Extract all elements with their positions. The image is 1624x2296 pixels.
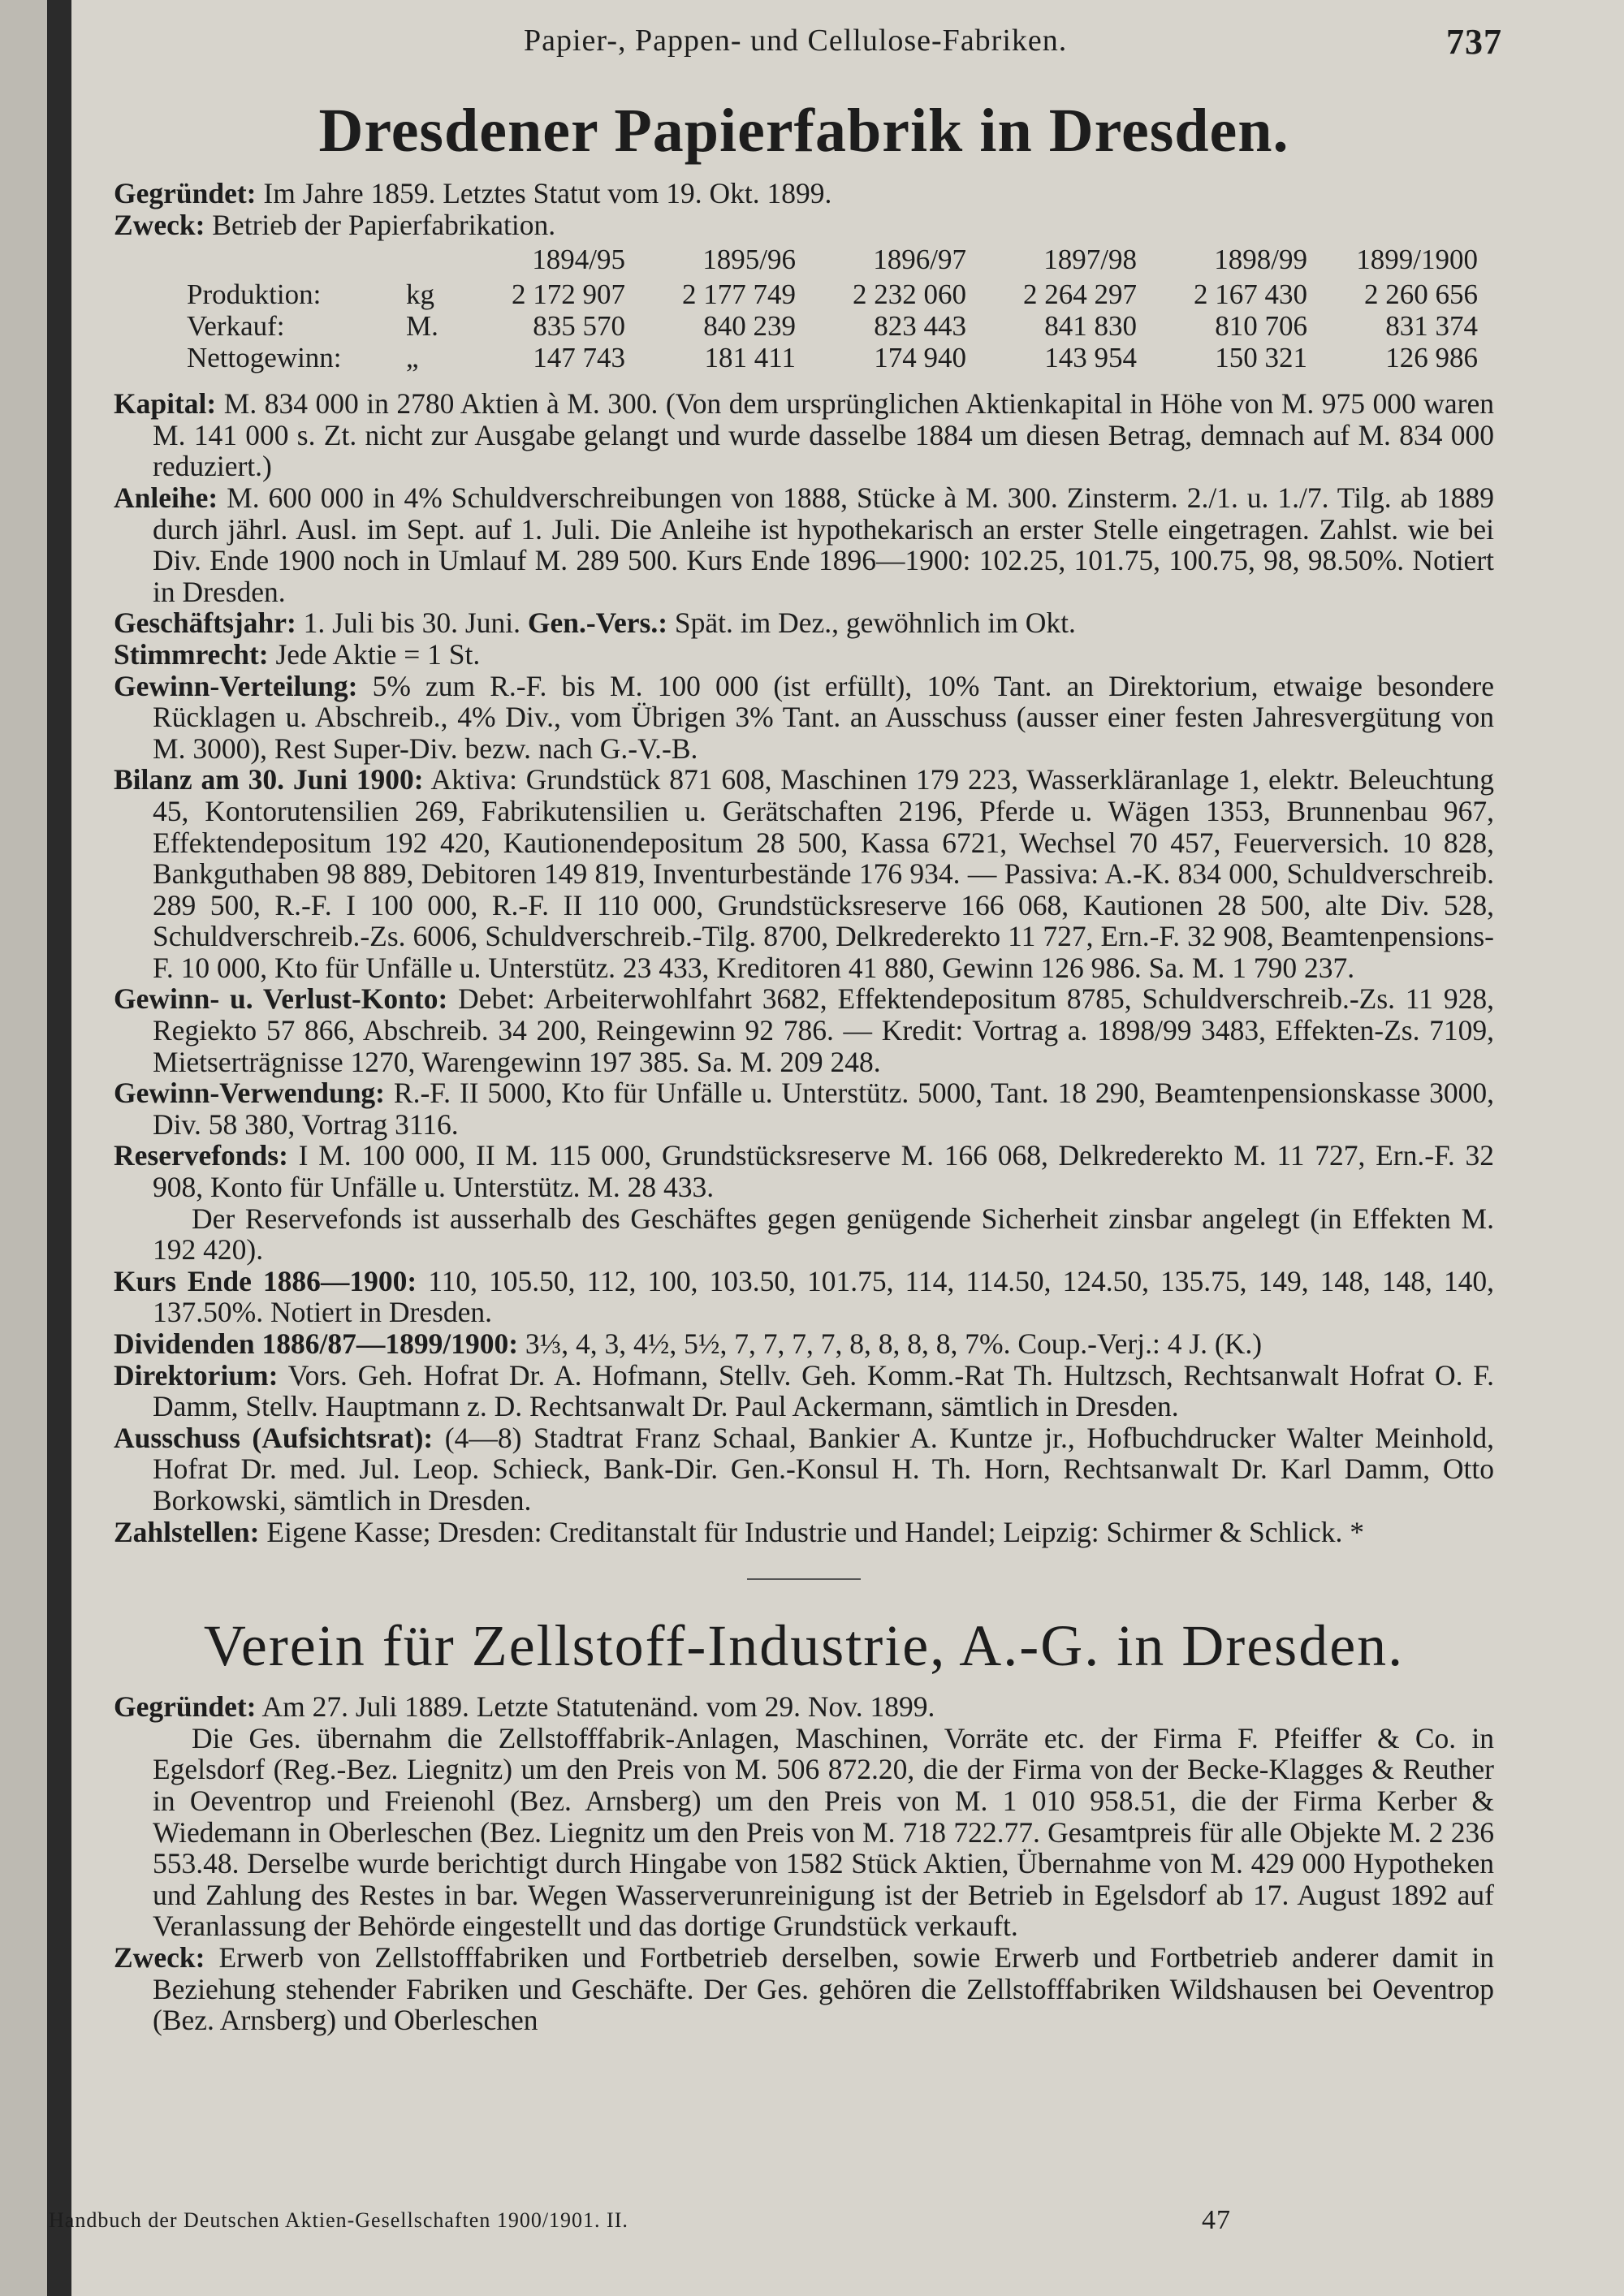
table-cell: 2 232 060 [853, 278, 966, 311]
entry-gewinn-verwendung: Gewinn-Verwendung: R.-F. II 5000, Kto für Unfälle u. Unterstütz. 5000, Tant. 18 290, Beamtenpensionskasse 3000, Div. 58 380, Vortrag 3116. [114, 1077, 1495, 1141]
page-edge-shadow [0, 0, 47, 2296]
footer-title: Handbuch der Deutschen Aktien-Gesellschaften 1900/1901. II. [49, 2208, 628, 2232]
table-cell: 2 167 430 [1194, 278, 1307, 311]
table-cell: 2 264 297 [1023, 278, 1137, 311]
entry-zweck-2: Zweck: Erwerb von Zellstofffabriken und Fortbetrieb derselben, sowie Erwerb und Fortbetrieb anderer damit in Beziehung stehender Fabriken und Geschäfte. Der Ges. gehören die Zellstofffabriken Wildshausen bei Oeventrop (Bez. Arnsberg) und Oberleschen [114, 1940, 1494, 2037]
entry-anleihe: Anleihe: M. 600 000 in 4% Schuldverschreibungen von 1888, Stücke à M. 300. Zinsterm. 2./1. u. 1./7. Tilg. ab 1889 durch jährl. Ausl. im Sept. auf 1. Juli. Die Anleihe ist hypothekarisch an erster Stelle eingetragen. Zahlst. wie bei Div. Ende 1900 noch in Umlauf M. 289 500. Kurs Ende 1896—1900: 102.25, 101.75, 100.75, 98, 98.50%. Notiert in Dresden. [114, 481, 1494, 608]
entry-kapital: Kapital: M. 834 000 in 2780 Aktien à M. 300. (Von dem ursprünglichen Aktienkapital in Höhe von M. 975 000 waren M. 141 000 s. Zt. nicht zur Ausgabe gelangt und wurde dasselbe 1884 um diesen Betrag, demnach auf M. 834 000 reduziert.) [114, 387, 1495, 483]
table-cell: 2 260 656 [1364, 278, 1478, 311]
row-label: Verkauf: [187, 310, 285, 343]
entry-gewinn-verteilung: Gewinn-Verteilung: 5% zum R.-F. bis M. 100 000 (ist erfüllt), 10% Tant. an Direktorium, etwaige besondere Rücklagen u. Abschreib., 4% Div., vom Übrigen 3% Tant. an Ausschuss (ausser einer festen Jahresvergütung von M. 3000), Rest Super-Div. bezw. nach G.-V.-B. [114, 669, 1494, 765]
entry-dividenden: Dividenden 1886/87—1899/1900: 3⅓, 4, 3, 4½, 5½, 7, 7, 7, 7, 8, 8, 8, 8, 7%. Coup.-Verj.: 4 J. (K.) [114, 1327, 1263, 1360]
entry-ausschuss: Ausschuss (Aufsichtsrat): (4—8) Stadtrat Franz Schaal, Bankier A. Kuntze jr., Hofbuchdrucker Walter Meinhold, Hofrat Dr. med. Jul. Leop. Schieck, Bank-Dir. Gen.-Konsul H. Th. Horn, Rechtsanwalt Dr. Karl Damm, Otto Borkowski, sämtlich in Dresden. [114, 1421, 1494, 1517]
table-year: 1895/96 [702, 244, 796, 276]
table-cell: 835 570 [533, 310, 625, 343]
binding-strip [47, 0, 71, 2296]
entry-direktorium: Direktorium: Vors. Geh. Hofrat Dr. A. Hofmann, Stellv. Geh. Komm.-Rat Th. Hultzsch, Rechtsanwalt Hofrat O. F. Damm, Stellv. Hauptmann z. D. Rechtsanwalt Dr. Paul Ackermann, sämtlich in Dresden. [114, 1358, 1495, 1423]
table-cell: 810 706 [1215, 310, 1307, 343]
row-label: Nettogewinn: [187, 342, 342, 374]
running-head [114, 16, 1502, 65]
company-heading-2: Verein für Zellstoff-Industrie, A.-G. in Dresden. [203, 1613, 1405, 1679]
row-label: Produktion: [187, 278, 322, 311]
signature-mark: 47 [1202, 2205, 1231, 2235]
table-cell: 2 172 907 [512, 278, 625, 311]
table-year: 1896/97 [873, 244, 966, 276]
table-year: 1899/1900 [1356, 244, 1478, 276]
table-cell: 143 954 [1044, 342, 1137, 374]
table-header-row [187, 244, 1478, 278]
entry-history: Die Ges. übernahm die Zellstofffabrik-Anlagen, Maschinen, Vorräte etc. der Firma F. Pfeiffer & Co. in Egelsdorf (Reg.-Bez. Liegnitz) um den Preis von M. 506 872.20, die der Firma von der Becke-Klagges & Reuther in Oeventrop und Freienohl (Bez. Arnsberg) um den Preis von M. 1 010 958.51, die der Firma Kerber & Wiedemann in Oberleschen (Bez. Liegnitz um den Preis von M. 718 722.77. Gesamtpreis für alle Objekte M. 2 236 553.48. Derselbe wurde berichtigt durch Hingabe von 1582 Stück Aktien, Übernahme von M. 429 000 Hypotheken und Zahlung des Restes in bar. Wegen Wasserverunreinigung ist der Betrieb in Egelsdorf ab 17. August 1892 auf Veranlassung der Behörde eingestellt und das dortige Grundstück verkauft. [153, 1721, 1494, 1943]
entry-gewinn-verlust-konto: Gewinn- u. Verlust-Konto: Debet: Arbeiterwohlfahrt 3682, Effektendepositum 8785, Schuldverschreib.-Zs. 11 928, Regiekto 57 866, Abschreib. 34 200, Reingewinn 92 786. — Kredit: Vortrag a. 1898/99 3483, Effekten-Zs. 7109, Mietserträgnisse 1270, Warengewinn 197 385. Sa. M. 209 248. [114, 982, 1495, 1078]
entry-reservefonds-note: Der Reservefonds ist ausserhalb des Geschäftes gegen genügende Sicherheit zinsbar angelegt (in Effekten M. 192 420). [153, 1202, 1494, 1267]
company-heading-1: Dresdener Papierfabrik in Dresden. [318, 97, 1289, 165]
entry-gegruendet-1: Gegründet: Im Jahre 1859. Letztes Statut vom 19. Okt. 1899. [114, 177, 832, 209]
document-page [114, 16, 1502, 2273]
table-year: 1898/99 [1214, 244, 1307, 276]
entry-reservefonds: Reservefonds: I M. 100 000, II M. 115 000, Grundstücksreserve M. 166 068, Delkrederekto M. 11 727, Ern.-F. 32 908, Konto für Unfälle u. Unterstütz. M. 28 433. [114, 1139, 1495, 1204]
entry-stimmrecht: Stimmrecht: Jede Aktie = 1 St. [114, 637, 481, 671]
table-cell: 126 986 [1385, 342, 1478, 374]
row-unit: „ [406, 342, 419, 374]
page-footer [49, 2205, 1348, 2235]
table-cell: 147 743 [533, 342, 625, 374]
entry-zahlstellen: Zahlstellen: Eigene Kasse; Dresden: Creditanstalt für Industrie und Handel; Leipzig: Schirmer & Schlick. * [114, 1515, 1364, 1548]
table-row [187, 310, 1478, 342]
table-cell: 823 443 [874, 310, 966, 343]
page-number: 737 [1446, 22, 1502, 62]
table-cell: 831 374 [1385, 310, 1478, 343]
entry-geschaeftsjahr: Geschäftsjahr: 1. Juli bis 30. Juni. Gen.-Vers.: Spät. im Dez., gewöhnlich im Okt. [114, 606, 1076, 640]
running-head-title: Papier-, Pappen- und Cellulose-Fabriken. [524, 24, 1068, 58]
table-year: 1897/98 [1043, 244, 1137, 276]
statistics-table [187, 244, 1478, 373]
table-cell: 174 940 [874, 342, 966, 374]
entry-zweck-1: Zweck: Betrieb der Papierfabrikation. [114, 208, 556, 241]
section-divider [747, 1578, 861, 1580]
table-cell: 2 177 749 [682, 278, 796, 311]
table-cell: 841 830 [1044, 310, 1137, 343]
table-cell: 150 321 [1215, 342, 1307, 374]
entry-bilanz: Bilanz am 30. Juni 1900: Aktiva: Grundstück 871 608, Maschinen 179 223, Wasserkläranlage 1, elektr. Beleuchtung 45, Kontorutensilien 269, Fabrikutensilien u. Gerätschaften 2196, Pferde u. Wägen 1353, Brunnenbau 967, Effektendepositum 192 420, Kautionendepositum 28 500, Kassa 6721, Wechsel 70 457, Feuerversich. 10 828, Bankguthaben 98 889, Debitoren 149 819, Inventurbestände 176 934. — Passiva: A.-K. 834 000, Schuldverschreib. 289 500, R.-F. I 100 000, R.-F. II 110 000, Grundstücksreserve 166 068, Kautionen 28 500, alte Div. 528, Schuldverschreib.-Zs. 6006, Schuldverschreib.-Tilg. 8700, Delkrederekto 11 727, Ern.-F. 32 908, Beamtenpensions-F. 10 000, Kto für Unfälle u. Unterstütz. 23 433, Kreditoren 41 880, Gewinn 126 986. Sa. M. 1 790 237. [114, 763, 1494, 984]
entry-gegruendet-2: Gegründet: Am 27. Juli 1889. Letzte Statutenänd. vom 29. Nov. 1899. [114, 1690, 935, 1724]
table-cell: 840 239 [703, 310, 796, 343]
entry-kurs: Kurs Ende 1886—1900: 110, 105.50, 112, 100, 103.50, 101.75, 114, 114.50, 124.50, 135.75, 149, 148, 148, 140, 137.50%. Notiert in Dresden. [114, 1264, 1495, 1329]
row-unit: kg [406, 278, 434, 311]
table-row [187, 278, 1478, 310]
table-cell: 181 411 [704, 342, 796, 374]
table-year: 1894/95 [532, 244, 625, 276]
table-row [187, 342, 1478, 373]
row-unit: M. [406, 310, 438, 343]
